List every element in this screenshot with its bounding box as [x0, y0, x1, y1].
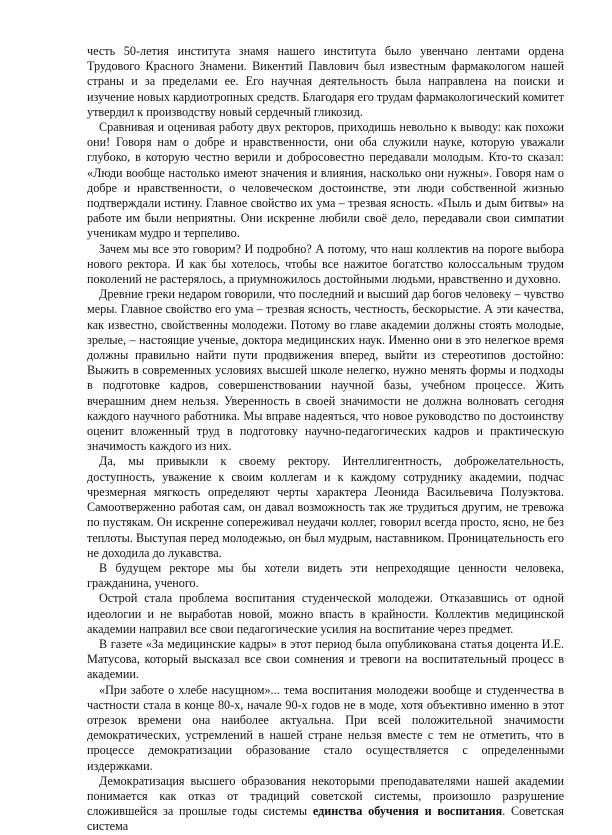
- paragraph-2: Сравнивая и оценивая работу двух ректоров, приходишь невольно к выводу: как похожи они! Говоря нам о добре и нравственности, они оба служили науке, которую уважали глубоко, в которую честно верили и добросовестно передавали молодым. Кто-то сказал: «Люди вообще настолько имеют значения и влияния, насколько они нужны». Говоря нам о добре и нравственности, о человеческом достоинстве, эти люди собственной жизнью подтверждали истину. Главное свойство их ума – трезвая ясность. «Пыль и дым битвы» на работе им были неприятны. Они искренне любили своё дело, передавали свои симпатии ученикам мудро и терпеливо.: [87, 120, 564, 241]
- paragraph-9: «При заботе о хлебе насущном»... тема воспитания молодежи вообще и студенчества в частности стала в конце 80-х, начале 90-х годов не в моде, хотя объективно именно в этот отрезок времени она наиболее актуальна. При всей положительной значимости демократических, устремлений в нашей стране нельзя вместе с тем не отметить, что в процессе демократизации образование стало осуществляется с определенными издержками.: [87, 682, 564, 773]
- paragraph-7: Острой стала проблема воспитания студенческой молодежи. Отказавшись от одной идеологии и не выработав новой, можно впасть в крайности. Коллектив медицинской академии направил все свои педагогические усилия на воспитание через предмет.: [87, 591, 564, 636]
- paragraph-10-text-start: Демократизация высшего образования некоторыми преподавателями нашей академии понимается как отказ от традиций советской системы, произошло разрушение сложившейся за прошлые годы системы: [87, 773, 564, 819]
- paragraph-10-text-end: . Советская система: [87, 804, 565, 834]
- paragraph-10: [87, 774, 564, 835]
- paragraph-6: В будущем ректоре мы бы хотели видеть эти непреходящие ценности человека, гражданина, ученого.: [87, 560, 564, 591]
- paragraph-4: Древние греки недаром говорили, что последний и высший дар богов человеку – чувство меры. Главное свойство его ума – трезвая ясность, честность, бескорыстие. А эти качества, как известно, свойственны молодежи. Потому во главе академии должны стоять молодые, зрелые, – настоящие ученые, доктора медицинских наук. Именно они в это нелегкое время должны правильно найти пути продвижения вперед, выйти из стереотипов достойно: Выжить в современных условиях высшей школе нелегко, нужно менять формы и подходы в подготовке кадров, совершенствовании научной базы, учебном процессе. Жить вчерашним днем нельзя. Уверенность в своей значимости не должна волновать сегодня каждого научного работника. Мы вправе надеяться, что новое руководство по достоинству оценит вложенный труд в подготовку научно-педагогических кадров и практическую значимость каждого из них.: [87, 287, 564, 454]
- paragraph-10-bold-phrase: единства обучения и воспитания: [312, 804, 503, 819]
- paragraph-8: В газете «За медицинские кадры» в этот период была опубликована статья доцента И.Е. Матусова, который высказал все свои сомнения и тревоги на воспитательный процесс в академии.: [87, 636, 564, 682]
- paragraph-3: Зачем мы все это говорим? И подробно? А потому, что наш коллектив на пороге выбора нового ректора. И как бы хотелось, чтобы все нажитое богатство колоссальным трудом поколений не растерялось, а приумножилось достойными людьми, нравственно и духовно.: [87, 241, 564, 287]
- paragraph-5: Да, мы привыкли к своему ректору. Интеллигентность, доброжелательность, доступность, уважение к своим коллегам и к каждому сотруднику академии, подчас чрезмерная мягкость определяют черты характера Леонида Васильевича Полуэктова. Самоотверженно работая сам, он давал возможность так же трудиться другим, не тревожа по пустякам. Он искренне сопереживал неудачи коллег, говорил всегда просто, ясно, не без теплоты. Выступая перед молодежью, он был мудрым, наставником. Проницательность его не доходила до лукавства.: [87, 454, 564, 560]
- paragraph-1: честь 50-летия института знамя нашего института было увенчано лентами ордена Трудового Красного Знамени. Викентий Павлович был известным фармакологом нашей страны и за пределами ее. Его научная деятельность была направлена на поиски и изучение новых кардиотропных средств. Благодаря его трудам фармакологический комитет утвердил к производству новый сердечный гликозид.: [87, 44, 564, 119]
